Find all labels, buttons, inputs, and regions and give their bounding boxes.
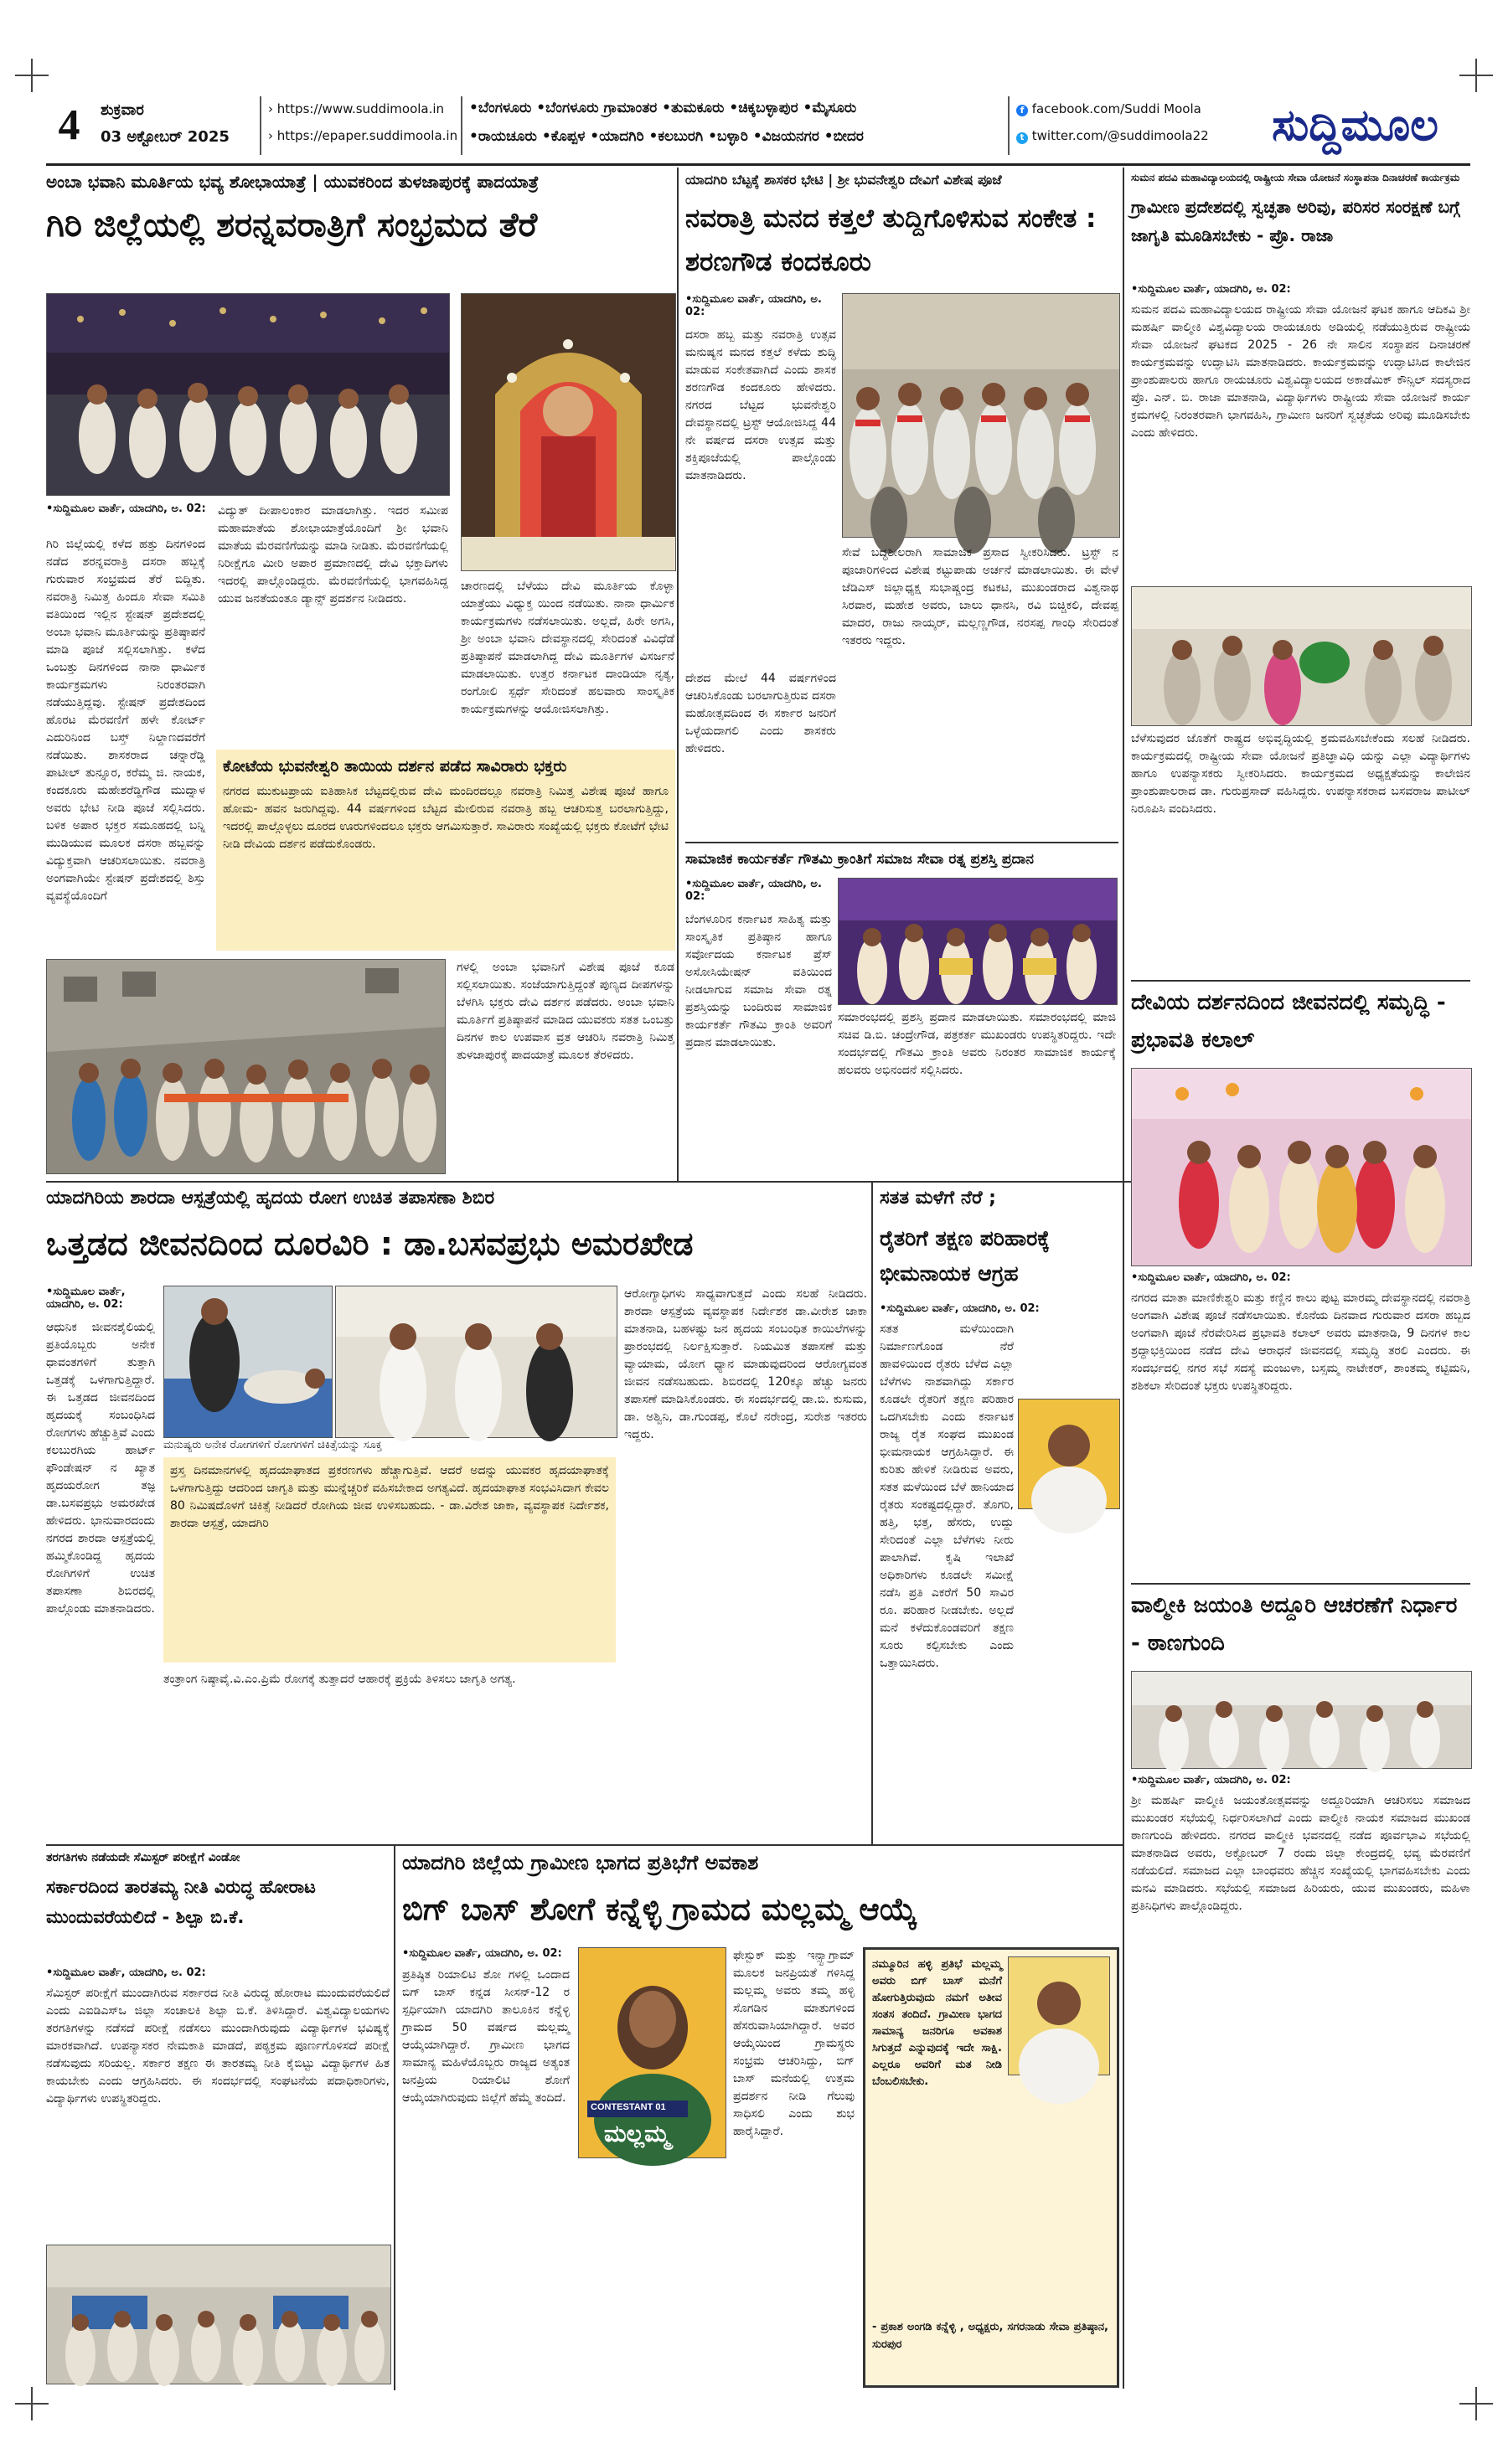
story6-kicker: ಯಾದಗಿರಿಯ ಶಾರದಾ ಆಸ್ಪತ್ರೆಯಲ್ಲಿ ಹೃದಯ ರೋಗ ಉಚಿತ ತಪಾಸಣಾ ಶಿಬಿರ	[46, 1188, 495, 1209]
story7-text: ಸತತ ಮಳೆಯಿಂದಾಗಿ ನಿರ್ಮಾಣಗೊಂಡ ನೆರೆ ಹಾವಳಿಯಿಂದ ರೈತರು ಬೆಳೆದ ಎಲ್ಲಾ ಬೆಳೆಗಳು ನಾಶವಾಗಿದ್ದು ಸರ್ಕಾರ ಕೂಡಲೇ ರೈತರಿಗೆ ತಕ್ಷಣ ಪರಿಹಾರ ಒದಗಿಸಬೇಕು ಎಂದು ಕರ್ನಾಟಕ ರಾಜ್ಯ ರೈತ ಸಂಘದ ಮುಖಂಡ ಭೀಮನಾಯಕ ಆಗ್ರಹಿಸಿದ್ದಾರೆ. ಈ ಕುರಿತು ಹೇಳಿಕೆ ನೀಡಿರುವ ಅವರು, ಸತತ ಮಳೆಯಿಂದ ಬೆಳೆ ಹಾನಿಯಾದ ರೈತರು ಸಂಕಷ್ಟದಲ್ಲಿದ್ದಾರೆ. ತೊಗರಿ, ಹತ್ತಿ, ಭತ್ತ, ಹೆಸರು, ಉದ್ದು ಸೇರಿದಂತೆ ಎಲ್ಲಾ ಬೆಳೆಗಳು ನೀರು ಪಾಲಾಗಿವೆ. ಕೃಷಿ ಇಲಾಖೆ ಅಧಿಕಾರಿಗಳು ಕೂಡಲೇ ಸಮೀಕ್ಷೆ ನಡೆಸಿ ಪ್ರತಿ ಎಕರೆಗೆ 50 ಸಾವಿರ ರೂ. ಪರಿಹಾರ ನೀಡಬೇಕು. ಅಲ್ಲದೆ ಮನೆ ಕಳೆದುಕೊಂಡವರಿಗೆ ತಕ್ಷಣ ಸೂರು ಕಲ್ಪಿಸಬೇಕು ಎಂದು ಒತ್ತಾಯಿಸಿದರು.	[880, 1322, 1014, 1670]
story8-byline: •ಸುದ್ದಿಮೂಲ ವಾರ್ತೆ, ಯಾದಗಿರಿ, ಅ. 02:	[1131, 1774, 1291, 1786]
story3-text1: ಸುಮನ ಪದವಿ ಮಹಾವಿದ್ಯಾಲಯದ ರಾಷ್ಟ್ರೀಯ ಸೇವಾ ಯೋಜನೆ ಘಟಕ ಹಾಗೂ ಆದಿಕವಿ ಶ್ರೀ ಮಹರ್ಷಿ ವಾಲ್ಮೀಕಿ ವಿಶ್ವವಿದ್ಯಾಲಯ ರಾಯಚೂರು ಅಡಿಯಲ್ಲಿ ನಡೆಯುತ್ತಿರುವ ರಾಷ್ಟ್ರೀಯ ಸೇವಾ ಯೋಜನೆ ಘಟಕದ 2025 - 26 ನೇ ಸಾಲಿನ ಸಂಸ್ಥಾಪನ ದಿನಾಚರಣೆ ಕಾರ್ಯಕ್ರಮವನ್ನು ಉದ್ಘಾಟಿಸಿ ಮಾತನಾಡಿದರು. ಕಾರ್ಯಕ್ರಮವನ್ನು ಉದ್ಘಾಟಿಸಿದ ಕಾಲೇಜಿನ ಪ್ರಾಂಶುಪಾಲರು ಹಾಗೂ ರಾಯಚೂರು ವಿಶ್ವವಿದ್ಯಾಲಯದ ಅಕಾಡೆಮಿಕ್ ಕೌನ್ಸಿಲ್ ಸದಸ್ಯರಾದ ಪ್ರೊ. ಎನ್. ಬಿ. ರಾಜಾ ಮಾತನಾಡಿ, ವಿದ್ಯಾರ್ಥಿಗಳು ರಾಷ್ಟ್ರೀಯ ಸೇವಾ ಯೋಜನೆ ಕಾರ್ಯ ಕ್ರಮಗಳಲ್ಲಿ ನಿರಂತರವಾಗಿ ಭಾಗವಹಿಸಿ, ಗ್ರಾಮೀಣ ಜನರಿಗೆ ಸ್ವಚ್ಛತೆಯ ಅರಿವು ಮೂಡಿಸಬೇಕು ಎಂದು ಹೇಳಿದರು.	[1131, 303, 1470, 440]
story2-kicker: ಯಾದಗಿರಿ ಬೆಟ್ಟಕ್ಕೆ ಶಾಸಕರ ಭೇಟಿ | ಶ್ರೀ ಭುವನೇಶ್ವರಿ ದೇವಿಗೆ ವಿಶೇಷ ಪೂಜೆ	[685, 172, 1002, 188]
story6-quote: ಪ್ರಸ್ತ ದಿನಮಾನಗಳಲ್ಲಿ ಹೃದಯಾಘಾತದ ಪ್ರಕರಣಗಳು ಹೆಚ್ಚಾಗುತ್ತಿವೆ. ಆದರೆ ಅದನ್ನು ಯುವಕರ ಹೃದಯಾಘಾತಕ್ಕೆ ಒಳಗಾಗುತ್ತಿದ್ದು ಆದರಿಂದ ಜಾಗೃತಿ ಮತ್ತು ಮುನ್ನೆಚ್ಚರಿಕೆ ವಹಿಸಬೇಕಾದ ಅಗತ್ಯವಿದೆ. ಹೃದಯಾಘಾತ ಸಂಭವಿಸಿದಾಗ ಕೇವಲ 80 ನಿಮಿಷದೊಳಗೆ ಚಿಕಿತ್ಸೆ ನೀಡಿದರೆ ರೋಗಿಯ ಜೀವ ಉಳಿಸಬಹುದು. - ಡಾ.ವಿರೇಶ ಜಾಕಾ, ವ್ಯವಸ್ಥಾಪಕ ನಿರ್ದೇಶಕ, ಶಾರದಾ ಆಸ್ಪತ್ರೆ, ಯಾದಗಿರಿ	[170, 1464, 609, 1530]
story1-col1: ಗಿರಿ ಜಿಲ್ಲೆಯಲ್ಲಿ ಕಳೆದ ಹತ್ತು ದಿನಗಳಿಂದ ನಡೆದ ಶರನ್ನವರಾತ್ರಿ ದಸರಾ ಹಬ್ಬಕ್ಕೆ ಗುರುವಾರ ಸಂಭ್ರಮದ ತೆರೆ ಬಿದ್ದಿತು. ನವರಾತ್ರಿ ನಿಮಿತ್ತ ಹಿಂದೂ ಸೇವಾ ಸಮಿತಿ ವತಿಯಿಂದ ಇಲ್ಲಿನ ಸ್ಟೇಷನ್ ಪ್ರದೇಶದಲ್ಲಿ ಅಂಬಾ ಭವಾನಿ ಮೂರ್ತಿಯನ್ನು ಪ್ರತಿಷ್ಠಾಪನೆ ಮಾಡಿ ಪೂಜೆ ಸಲ್ಲಿಸಲಾಗಿತ್ತು. ಕಳೆದ ಒಂಬತ್ತು ದಿನಗಳಿಂದ ನಾನಾ ಧಾರ್ಮಿಕ ಕಾರ್ಯಕ್ರಮಗಳು ನಿರಂತರವಾಗಿ ನಡೆಯುತ್ತಿದ್ದವು. ಸ್ಟೇಷನ್ ಪ್ರದೇಶದಿಂದ ಹೊರಟ ಮೆರವಣಿಗೆ ಹಳೇ ಕೋರ್ಟ್ ಎದುರಿನಿಂದ ಬಸ್ತ್ ನಿಲ್ದಾಣದವರೆಗೆ ನಡೆಯಿತು. ಶಾಸಕರಾದ ಚನ್ನಾರೆಡ್ಡಿ ಪಾಟೀಲ್ ತುನ್ನೂರ, ಕರೆಮ್ಮ ಜಿ. ನಾಯಕ, ಕಂದಕೂರು ಮಹೇಶರೆಡ್ಡಿಗೌಡ ಮುದ್ನಾಳ ಅವರು ಭೇಟಿ ನೀಡಿ ಪೂಜೆ ಸಲ್ಲಿಸಿದರು. ಬಳಿಕ ಅಪಾರ ಭಕ್ತರ ಸಮೂಹದಲ್ಲಿ ಬನ್ನಿ ಮುಡಿಯುವ ಮೂಲಕ ದಸರಾ ಹಬ್ಬವನ್ನು ವಿದ್ಯುಕ್ತವಾಗಿ ಆಚರಿಸಲಾಯಿತು. ನವರಾತ್ರಿ ಅಂಗವಾಗಿಯೇ ಸ್ಟೇಷನ್ ಪ್ರದೇಶದಲ್ಲಿ ಶಿಸ್ತು ವ್ಯವಸ್ಥೆಯೊಂದಿಗೆ	[46, 538, 205, 903]
story6-headline: ಒತ್ತಡದ ಜೀವನದಿಂದ ದೂರವಿರಿ : ಡಾ.ಬಸವಪ್ರಭು ಅಮರಖೇಡ	[46, 1225, 694, 1262]
story7-photo-portrait	[1018, 1399, 1120, 1509]
story2-text2: ಸೇವೆ ಬದ್ಧಶೀಲರಾಗಿ ಸಾಮಾಜಿಕ ಪ್ರಸಾದ ಸ್ವೀಕರಿಸಿದರು. ಟ್ರಸ್ಟ್ ನ ಪೂಜಾರಿಗಳಿಂದ ವಿಶೇಷ ಕಟ್ಟುಪಾಡು ಅರ್ಚನೆ ಮಾಡಲಾಯಿತು. ಈ ವೇಳೆ ಜೆಡಿಎಸ್ ಜಿಲ್ಲಾಧ್ಯಕ್ಷ ಸುಭಾಷ್ಚಂದ್ರ ಕಟಕಟಿ, ಮುಖಂಡರಾದ ವಿಶ್ವನಾಥ ಸಿರವಾರ, ಮಹೇಶ ಅವರು, ಬಾಲು ಧಾನಸಿ, ರವಿ ಬಿಚ್ಚಿಕಲಿ, ದೇವಪ್ಪ ಮಾದರ, ರಾಜು ನಾಯ್ಕರ್, ಮಲ್ಲಣ್ಣಗೌಡ, ನರಸಪ್ಪ ಗಾಂಧಿ ಸೇರಿದಂತೆ ಇತರರು ಇದ್ದರು.	[842, 546, 1118, 647]
story1-photo-procession	[46, 293, 450, 496]
story1-kicker: ಅಂಬಾ ಭವಾನಿ ಮೂರ್ತಿಯ ಭವ್ಯ ಶೋಭಾಯಾತ್ರೆ | ಯುವಕರಿಂದ ತುಳಜಾಪುರಕ್ಕೆ ಪಾದಯಾತ್ರೆ	[46, 172, 539, 192]
story6-text1: ಆಧುನಿಕ ಜೀವನಶೈಲಿಯಲ್ಲಿ ಪ್ರತಿಯೊಬ್ಬರು ಅನೇಕ ಧಾವಂತಗಳಿಗೆ ತುತ್ತಾಗಿ ಒತ್ತಡಕ್ಕೆ ಒಳಗಾಗುತ್ತಿದ್ದಾರೆ. ಈ ಒತ್ತಡದ ಜೀವನದಿಂದ ಹೃದಯಕ್ಕೆ ಸಂಬಂಧಿಸಿದ ರೋಗಗಳು ಹೆಚ್ಚುತ್ತಿವೆ ಎಂದು ಕಲಬುರಗಿಯ ಹಾರ್ಟ್ ಫೌಂಡೇಷನ್ ನ ಖ್ಯಾತ ಹೃದಯರೋಗ ತಜ್ಞ ಡಾ.ಬಸವಪ್ರಭು ಅಮರಖೇಡ ಹೇಳಿದರು. ಭಾನುವಾರದಂದು ನಗರದ ಶಾರದಾ ಆಸ್ಪತ್ರೆಯಲ್ಲಿ ಹಮ್ಮಿಕೊಂಡಿದ್ದ ಹೃದಯ ರೋಗಿಗಳಿಗೆ ಉಚಿತ ತಪಾಸಣಾ ಶಿಬಿರದಲ್ಲಿ ಪಾಲ್ಗೊಂಡು ಮಾತನಾಡಿದರು.	[46, 1321, 155, 1616]
twitter-link[interactable]	[1016, 128, 1209, 144]
story9-text: ಸೆಮಿಸ್ಟರ್ ಪರೀಕ್ಷೆಗೆ ಮುಂದಾಗಿರುವ ಸರ್ಕಾರದ ನೀತಿ ವಿರುದ್ಧ ಹೋರಾಟ ಮುಂದುವರೆಯಲಿದೆ ಎಂದು ಎಐಡಿಎಸ್ಒ ಜಿಲ್ಲಾ ಸಂಚಾಲಕಿ ಶಿಲ್ಪಾ ಬಿ.ಕೆ. ತಿಳಿಸಿದ್ದಾರೆ. ವಿಶ್ವವಿದ್ಯಾಲಯಗಳು ತರಗತಿಗಳನ್ನು ನಡೆಸದೆ ಪರೀಕ್ಷೆ ನಡೆಸಲು ಮುಂದಾಗಿರುವುದು ವಿದ್ಯಾರ್ಥಿಗಳ ಭವಿಷ್ಯಕ್ಕೆ ಮಾರಕವಾಗಿದೆ. ಉಪನ್ಯಾಸಕರ ನೇಮಕಾತಿ ಮಾಡದೆ, ಪಠ್ಯಕ್ರಮ ಪೂರ್ಣಗೊಳಿಸದೆ ಪರೀಕ್ಷೆ ನಡೆಸುವುದು ಸರಿಯಲ್ಲ. ಸರ್ಕಾರ ತಕ್ಷಣ ಈ ತಾರತಮ್ಯ ನೀತಿ ಕೈಬಿಟ್ಟು ವಿದ್ಯಾರ್ಥಿಗಳ ಹಿತ ಕಾಯಬೇಕು ಎಂದು ಆಗ್ರಹಿಸಿದರು. ಈ ಸಂದರ್ಭದಲ್ಲಿ ಸಂಘಟನೆಯ ಪದಾಧಿಕಾರಿಗಳು, ವಿದ್ಯಾರ್ಥಿಗಳು ಉಪಸ್ಥಿತರಿದ್ದರು.	[46, 1987, 390, 2106]
story6-caption: ಮನುಷ್ಯರು ಅನೇಕ ರೋಗಗಳಿಗೆ ರೋಗಗಳಿಗೆ ಚಿಕಿತ್ಸೆಯನ್ನು ಸೂಕ್ತ	[163, 1439, 382, 1451]
story1-photo-group	[46, 959, 446, 1174]
story1-sub-text: ನಗರದ ಮುಕುಟಪ್ರಾಯ ಐತಿಹಾಸಿಕ ಬೆಟ್ಟದಲ್ಲಿರುವ ದೇವಿ ಮಂದಿರದಲ್ಲೂ ನವರಾತ್ರಿ ನಿಮಿತ್ತ ವಿಶೇಷ ಪೂಜೆ ಹಾಗೂ ಹೋಮ- ಹವನ ಜರುಗಿದ್ದವು. 44 ವರ್ಷಗಳಿಂದ ಬೆಟ್ಟದ ಮೇಲಿರುವ ನವರಾತ್ರಿ ಹಬ್ಬ ಆಚರಿಸುತ್ತ ಬರಲಾಗುತ್ತಿದ್ದು, ಇದರಲ್ಲಿ ಪಾಲ್ಗೊಳ್ಳಲು ದೂರದ ಊರುಗಳಿಂದಲೂ ಭಕ್ತರು ಆಗಮಿಸುತ್ತಾರೆ. ಸಾವಿರಾರು ಸಂಖ್ಯೆಯಲ್ಲಿ ಭಕ್ತರು ಕೋಟೆಗೆ ಭೇಟಿ ನೀಡಿ ದೇವಿಯ ದರ್ಶನ ಪಡೆದುಕೊಂಡರು.	[223, 785, 669, 851]
story6-byline: •ಸುದ್ದಿಮೂಲ ವಾರ್ತೆ, ಯಾದಗಿರಿ, ಅ. 02:	[46, 1286, 126, 1311]
twitter-icon: t	[1016, 132, 1028, 144]
story6-photo-doctors	[335, 1286, 617, 1438]
facebook-handle[interactable]: facebook.com/Suddi Moola	[1031, 101, 1201, 116]
story5-photo-temple	[1131, 1068, 1472, 1266]
story4-text2: ಸಮಾರಂಭದಲ್ಲಿ ಪ್ರಶಸ್ತಿ ಪ್ರದಾನ ಮಾಡಲಾಯಿತು. ಸಮಾರಂಭದಲ್ಲಿ ಮಾಜಿ ಸಚಿವ ಡಿ.ಬಿ. ಚಂದ್ರೇಗೌಡ, ಪತ್ರಕರ್ತ ಮುಖಂಡರು ಉಪಸ್ಥಿತರಿದ್ದರು. ಇದೇ ಸಂದರ್ಭದಲ್ಲಿ ಗೌತಮಿ ಕ್ರಾಂತಿ ಅವರು ನಿರಂತರ ಸಾಮಾಜಿಕ ಕಾರ್ಯಕ್ಕೆ ಹಲವರು ಅಭಿನಂದನೆ ಸಲ್ಲಿಸಿದರು.	[838, 1011, 1116, 1077]
story10-kicker: ಯಾದಗಿರಿ ಜಿಲ್ಲೆಯ ಗ್ರಾಮೀಣ ಭಾಗದ ಪ್ರತಿಭೆಗೆ ಅವಕಾಶ	[402, 1851, 759, 1874]
date-label: 03 ಅಕ್ಟೋಬರ್ 2025	[101, 128, 230, 146]
story3-kicker: ಸುಮನ ಪದವಿ ಮಹಾವಿದ್ಯಾಲಯದಲ್ಲಿ ರಾಷ್ಟ್ರೀಯ ಸೇವಾ ಯೋಜನೆ ಸಂಸ್ಥಾಪನಾ ದಿನಾಚರಣೆ ಕಾರ್ಯಕ್ರಮ	[1131, 172, 1460, 183]
story3-text2: ಬೆಳೆಸುವುದರ ಜೊತೆಗೆ ರಾಷ್ಟ್ರದ ಅಭಿವೃದ್ಧಿಯಲ್ಲಿ ಶ್ರಮವಹಿಸಬೇಕೆಂದು ಸಲಹೆ ನೀಡಿದರು. ಕಾರ್ಯಕ್ರಮದಲ್ಲಿ ರಾಷ್ಟ್ರೀಯ ಸೇವಾ ಯೋಜನೆ ಪ್ರತಿಜ್ಞಾವಿಧಿ ಯನ್ನು ಎಲ್ಲಾ ವಿದ್ಯಾರ್ಥಿಗಳು ಹಾಗೂ ಉಪನ್ಯಾಸಕರು ಸ್ವೀಕರಿಸಿದರು. ಕಾರ್ಯಕ್ರಮದ ಅಧ್ಯಕ್ಷತೆಯನ್ನು ಕಾಲೇಜಿನ ಪ್ರಾಂಶುಪಾಲರಾದ ಡಾ. ಗುರುಪ್ರಸಾದ್ ವಹಿಸಿದ್ದರು. ಉಪನ್ಯಾಸಕರಾದ ಬಸವರಾಜ ಪಾಟೀಲ್ ನಿರೂಪಿಸಿ ವಂದಿಸಿದರು.	[1131, 732, 1470, 816]
story2-headline: ನವರಾತ್ರಿ ಮನದ ಕತ್ತಲೆ ತುದ್ದಿಗೊಳಿಸುವ ಸಂಕೇತ : ಶರಣಗೌಡ ಕಂದಕೂರು	[685, 204, 1097, 277]
story1-sub-headline: ಕೋಟೆಯ ಭುವನೇಶ್ವರಿ ತಾಯಿಯ ದರ್ಶನ ಪಡೆದ ಸಾವಿರಾರು ಭಕ್ತರು	[223, 757, 567, 776]
day-label: ಶುಕ್ರವಾರ	[101, 101, 144, 119]
story5-byline: •ಸುದ್ದಿಮೂಲ ವಾರ್ತೆ, ಯಾದಗಿರಿ, ಅ. 02:	[1131, 1271, 1291, 1284]
story4-byline: •ಸುದ್ದಿಮೂಲ ವಾರ್ತೆ, ಯಾದಗಿರಿ, ಅ. 02:	[685, 878, 822, 903]
story1-col4: ಗಳಲ್ಲಿ ಅಂಬಾ ಭವಾನಿಗೆ ವಿಶೇಷ ಪೂಜೆ ಕೂಡ ಸಲ್ಲಿಸಲಾಯಿತು. ಸಂಜೆಯಾಗುತ್ತಿದ್ದಂತೆ ಪುಣ್ಯದ ದೀಪಗಳನ್ನು ಬೆಳಗಿಸಿ ಭಕ್ತರು ದೇವಿ ದರ್ಶನ ಪಡೆದರು. ಅಂಬಾ ಭವಾನಿ ಮೂರ್ತಿಗೆ ಪ್ರತಿಷ್ಠಾಪನೆ ಮಾಡಿದ ಯುವಕರು ಸತತ ಒಂಬತ್ತು ದಿನಗಳ ಕಾಲ ಉಪವಾಸ ವ್ರತ ಆಚರಿಸಿ ನವರಾತ್ರಿ ನಿಮಿತ್ತ ತುಳಜಾಪುರಕ್ಕೆ ಪಾದಯಾತ್ರೆ ಮೂಲಕ ತೆರಳಿದರು.	[457, 961, 674, 1062]
story10-quote-author: - ಪ್ರಕಾಶ ಅಂಗಡಿ ಕನ್ನೆಳ್ಳಿ , ಅಧ್ಯಕ್ಷರು, ಸಗರನಾಡು ಸೇವಾ ಪ್ರತಿಷ್ಠಾನ, ಸುರಪುರ	[872, 2321, 1108, 2351]
story4-headline: ಸಾಮಾಜಿಕ ಕಾರ್ಯಕರ್ತೆ ಗೌತಮಿ ಕ್ರಾಂತಿಗೆ ಸಮಾಜ ಸೇವಾ ರತ್ನ ಪ್ರಶಸ್ತಿ ಪ್ರದಾನ	[685, 851, 1034, 868]
story6-quote-box	[163, 1457, 616, 1662]
story4-photo-award	[838, 878, 1118, 1005]
story7-byline: •ಸುದ್ದಿಮೂಲ ವಾರ್ತೆ, ಯಾದಗಿರಿ, ಅ. 02:	[880, 1302, 1040, 1315]
story10-byline: •ಸುದ್ದಿಮೂಲ ವಾರ್ತೆ, ಯಾದಗಿರಿ, ಅ. 02:	[402, 1947, 562, 1960]
story10-text1: ಪ್ರತಿಷ್ಠಿತ ರಿಯಾಲಿಟಿ ಶೋ ಗಳಲ್ಲಿ ಒಂದಾದ ಬಿಗ್ ಬಾಸ್ ಕನ್ನಡ ಸೀಸನ್-12 ರ ಸ್ಪರ್ಧಿಯಾಗಿ ಯಾದಗಿರಿ ತಾಲೂಕಿನ ಕನ್ನೆಳ್ಳಿ ಗ್ರಾಮದ 50 ವರ್ಷದ ಮಲ್ಲಮ್ಮ ಆಯ್ಕೆಯಾಗಿದ್ದಾರೆ. ಗ್ರಾಮೀಣ ಭಾಗದ ಸಾಮಾನ್ಯ ಮಹಿಳೆಯೊಬ್ಬರು ರಾಜ್ಯದ ಅತ್ಯಂತ ಜನಪ್ರಿಯ ರಿಯಾಲಿಟಿ ಶೋಗೆ ಆಯ್ಕೆಯಾಗಿರುವುದು ಜಿಲ್ಲೆಗೆ ಹೆಮ್ಮೆ ತಂದಿದೆ.	[402, 1968, 570, 2105]
story8-text: ಶ್ರೀ ಮಹರ್ಷಿ ವಾಲ್ಮೀಕಿ ಜಯಂತೋತ್ಸವವನ್ನು ಅದ್ದೂರಿಯಾಗಿ ಆಚರಿಸಲು ಸಮಾಜದ ಮುಖಂಡರ ಸಭೆಯಲ್ಲಿ ನಿರ್ಧರಿಸಲಾಗಿದೆ ಎಂದು ವಾಲ್ಮೀಕಿ ನಾಯಕ ಸಮಾಜದ ಮುಖಂಡ ಠಾಣಗುಂದಿ ಹೇಳಿದರು. ನಗರದ ವಾಲ್ಮೀಕಿ ಭವನದಲ್ಲಿ ನಡೆದ ಪೂರ್ವಭಾವಿ ಸಭೆಯಲ್ಲಿ ಮಾತನಾಡಿದ ಅವರು, ಅಕ್ಟೋಬರ್ 7 ರಂದು ಜಿಲ್ಲಾ ಕೇಂದ್ರದಲ್ಲಿ ಭವ್ಯ ಮೆರವಣಿಗೆ ನಡೆಯಲಿದೆ. ಸಮಾಜದ ಎಲ್ಲಾ ಬಾಂಧವರು ಹೆಚ್ಚಿನ ಸಂಖ್ಯೆಯಲ್ಲಿ ಭಾಗವಹಿಸಬೇಕು ಎಂದು ಮನವಿ ಮಾಡಿದರು. ಸಭೆಯಲ್ಲಿ ಸಮಾಜದ ಹಿರಿಯರು, ಯುವ ಮುಖಂಡರು, ಮಹಿಳಾ ಪ್ರತಿನಿಧಿಗಳು ಪಾಲ್ಗೊಂಡಿದ್ದರು.	[1131, 1794, 1470, 1913]
story10-quote-portrait	[1008, 1956, 1110, 2075]
story9-photo-students	[46, 2245, 391, 2384]
epaper-link[interactable]: › https://epaper.suddimoola.in	[268, 128, 458, 143]
logo	[1240, 96, 1470, 155]
story3-byline: •ಸುದ್ದಿಮೂಲ ವಾರ್ತೆ, ಯಾದಗಿರಿ, ಅ. 02:	[1131, 283, 1291, 296]
crop-mark	[1459, 2387, 1493, 2420]
poster-contestant-label: CONTESTANT 01	[591, 2102, 666, 2112]
story1-col2: ವಿದ್ಯುತ್ ದೀಪಾಲಂಕಾರ ಮಾಡಲಾಗಿತ್ತು. ಇದರ ಸಮೀಪ ಮಹಾಮಾತೆಯ ಶೋಭಾಯಾತ್ರೆಯೊಂದಿಗೆ ಶ್ರೀ ಭವಾನಿ ಮಾತೆಯ ಮೆರವಣಿಗೆಯನ್ನು ಮಾಡಿ ನೀಡಿತು. ಮೆರವಣಿಗೆಯಲ್ಲಿ ನಿರೀಕ್ಷೆಗೂ ಮೀರಿ ಅಪಾರ ಪ್ರಮಾಣದಲ್ಲಿ ದೇವಿ ಭಕ್ತಾದಿಗಳು ಇದರಲ್ಲಿ ಪಾಲ್ಗೊಂಡಿದ್ದರು. ಮೆರವಣಿಗೆಯಲ್ಲಿ ಭಾಗವಹಿಸಿದ್ದ ಯುವ ಜನತೆಯಂತೂ ಡ್ಯಾನ್ಸ್ ಪ್ರದರ್ಶನ ನೀಡಿದರು.	[218, 504, 448, 606]
story4-text1: ಬೆಂಗಳೂರಿನ ಕರ್ನಾಟಕ ಸಾಹಿತ್ಯ ಮತ್ತು ಸಾಂಸ್ಕೃತಿಕ ಪ್ರತಿಷ್ಠಾನ ಹಾಗೂ ಸರ್ವೋದಯ ಕರ್ನಾಟಕ ಪ್ರೆಸ್ ಅಸೋಸಿಯೇಷನ್ ವತಿಯಿಂದ ನೀಡಲಾಗುವ ಸಮಾಜ ಸೇವಾ ರತ್ನ ಪ್ರಶಸ್ತಿಯನ್ನು ಬಂದಿರುವ ಸಾಮಾಜಿಕ ಕಾರ್ಯಕರ್ತೆ ಗೌತಮಿ ಕ್ರಾಂತಿ ಅವರಿಗೆ ಪ್ರದಾನ ಮಾಡಲಾಯಿತು.	[685, 913, 832, 1049]
story2-text1: ದಸರಾ ಹಬ್ಬ ಮತ್ತು ನವರಾತ್ರಿ ಉತ್ಸವ ಮನುಷ್ಯನ ಮನದ ಕತ್ತಲೆ ಕಳೆದು ಶುದ್ಧಿ ಮಾಡುವ ಸಂಕೇತವಾಗಿದೆ ಎಂದು ಶಾಸಕ ಶರಣಗೌಡ ಕಂದಕೂರು ಹೇಳಿದರು. ನಗರದ ಬೆಟ್ಟದ ಭುವನೇಶ್ವರಿ ದೇವಸ್ಥಾನದಲ್ಲಿ ಟ್ರಸ್ಟ್ ಆಯೋಜಿಸಿದ್ದ 44 ನೇ ವರ್ಷದ ದಸರಾ ಉತ್ಸವ ಮತ್ತು ಶಕ್ತಿಪೂಜೆಯಲ್ಲಿ ಪಾಲ್ಗೊಂಡು ಮಾತನಾಡಿದರು.	[685, 328, 836, 482]
story9-byline: •ಸುದ್ದಿಮೂಲ ವಾರ್ತೆ, ಯಾದಗಿರಿ, ಅ. 02:	[46, 1967, 206, 1979]
story10-quote-box	[863, 1947, 1119, 2388]
story1-photo-goddess	[461, 293, 676, 571]
website-link[interactable]: › https://www.suddimoola.in	[268, 101, 445, 116]
story5-headline: ದೇವಿಯ ದರ್ಶನದಿಂದ ಜೀವನದಲ್ಲಿ ಸಮೃದ್ಧಿ - ಪ್ರಭಾವತಿ ಕಲಾಲ್	[1131, 990, 1446, 1053]
twitter-handle[interactable]: twitter.com/@suddimoola22	[1031, 128, 1209, 143]
crop-mark	[15, 2387, 49, 2420]
facebook-link[interactable]	[1016, 101, 1201, 116]
story3-headline: ಗ್ರಾಮೀಣ ಪ್ರದೇಶದಲ್ಲಿ ಸ್ವಚ್ಛತಾ ಅರಿವು, ಪರಿಸರ ಸಂರಕ್ಷಣೆ ಬಗ್ಗೆ ಜಾಗೃತಿ ಮೂಡಿಸಬೇಕು - ಪ್ರೊ. ರಾಜಾ	[1131, 197, 1460, 245]
story3-photo-ceremony	[1131, 586, 1472, 726]
story2-byline: •ಸುದ್ದಿಮೂಲ ವಾರ್ತೆ, ಯಾದಗಿರಿ, ಅ. 02:	[685, 293, 822, 318]
story10-quote-text: ನಮ್ಮೂರಿನ ಹಳ್ಳಿ ಪ್ರತಿಭೆ ಮಲ್ಲಮ್ಮ ಅವರು ಬಿಗ್ ಬಾಸ್ ಮನೆಗೆ ಹೋಗುತ್ತಿರುವುದು ನಮಗೆ ಅತೀವ ಸಂತಸ ತಂದಿದೆ. ಗ್ರಾಮೀಣ ಭಾಗದ ಸಾಮಾನ್ಯ ಜನರಿಗೂ ಅವಕಾಶ ಸಿಗುತ್ತದೆ ಎನ್ನುವುದಕ್ಕೆ ಇದೇ ಸಾಕ್ಷಿ. ಎಲ್ಲರೂ ಅವರಿಗೆ ಮತ ನೀಡಿ ಬೆಂಬಲಿಸಬೇಕು.	[872, 1958, 1002, 2088]
story2-text3: ದೇಶದ ಮೇಲೆ 44 ವರ್ಷಗಳಿಂದ ಆಚರಿಸಿಕೊಂಡು ಬರಲಾಗುತ್ತಿರುವ ದಸರಾ ಮಹೋತ್ಸವದಿಂದ ಈ ಸರ್ಕಾರ ಜನರಿಗೆ ಒಳ್ಳೆಯದಾಗಲಿ ಎಂದು ಶಾಸಕರು ಹೇಳಿದರು.	[685, 672, 836, 755]
facebook-icon: f	[1016, 105, 1028, 116]
page-number: 4	[58, 101, 80, 149]
story2-photo-group	[842, 293, 1120, 538]
story1-headline: ಗಿರಿ ಜಿಲ್ಲೆಯಲ್ಲಿ ಶರನ್ನವರಾತ್ರಿಗೆ ಸಂಭ್ರಮದ ತೆರೆ	[46, 206, 538, 245]
website-url[interactable]: https://www.suddimoola.in	[276, 101, 445, 116]
story8-photo-meeting	[1131, 1671, 1472, 1769]
story10-poster	[578, 1947, 726, 2158]
crop-mark	[15, 59, 49, 92]
poster-name: ಮಲ್ಲಮ್ಮ	[604, 2120, 670, 2147]
story1-byline: •ಸುದ್ದಿಮೂಲ ವಾರ್ತೆ, ಯಾದಗಿರಿ, ಅ. 02:	[46, 503, 206, 515]
story5-text: ನಗರದ ಮಾತಾ ಮಾಣಿಕೇಶ್ವರಿ ಮತ್ತು ಕಣ್ಣಿನ ಕಾಲು ಪುಟ್ಟ ಮಾರಮ್ಮ ದೇವಸ್ಥಾನದಲ್ಲಿ ನವರಾತ್ರಿ ಅಂಗವಾಗಿ ವಿಶೇಷ ಪೂಜೆ ನಡೆಸಲಾಯಿತು. ಕೊನೆಯ ದಿನವಾದ ಗುರುವಾರ ದಸರಾ ಹಬ್ಬದ ಅಂಗವಾಗಿ ಪೂಜೆ ನೆರವೇರಿಸಿದ ಪ್ರಭಾವತಿ ಕಲಾಲ್ ಅವರು ಮಾತನಾಡಿ, 9 ದಿನಗಳ ಕಾಲ ಶ್ರದ್ಧಾಭಕ್ತಿಯಿಂದ ನಡೆದ ದೇವಿ ಆರಾಧನೆ ಜೀವನದಲ್ಲಿ ಸಮೃದ್ಧಿ ತರಲಿ ಎಂದರು. ಈ ಸಂದರ್ಭದಲ್ಲಿ ನಗರ ಸಭೆ ಸದಸ್ಯೆ ಮಂಜುಳಾ, ಬಸ್ಸಮ್ಮ ನಾಟೇಕರ್, ಶಾಂತಮ್ಮ ಕಟ್ಟಿಮನಿ, ಶಶಿಕಲಾ ಸೇರಿದಂತೆ ಭಕ್ತರು ಉಪಸ್ಥಿತರಿದ್ದರು.	[1131, 1291, 1470, 1393]
story6-text3: ತಂತ್ರಾಂಗ ನಿಷ್ಠಾವೈ.ವಿ.ಎಂ.ಪ್ರಿಮೆ ರೋಗಕ್ಕೆ ತುತ್ತಾದರೆ ಆಹಾರಕ್ಕೆ ಪ್ರಕ್ರಿಯೆ ತಿಳಿಸಲು ಜಾಗೃತಿ ಅಗತ್ಯ.	[163, 1673, 516, 1686]
story6-photo-checkup	[163, 1286, 333, 1438]
masthead	[46, 96, 1470, 159]
story9-kicker: ತರಗತಿಗಳು ನಡೆಯದೇ ಸೆಮಿಸ್ಟರ್ ಪರೀಕ್ಷೆಗೆ ವಿಂಡೋ	[46, 1851, 240, 1864]
story1-sub-box	[216, 750, 675, 951]
story8-headline: ವಾಲ್ಮೀಕಿ ಜಯಂತಿ ಅದ್ದೂರಿ ಆಚರಣೆಗೆ ನಿರ್ಧಾರ - ಠಾಣಗುಂದಿ	[1131, 1593, 1458, 1656]
epaper-url[interactable]: https://epaper.suddimoola.in	[276, 128, 458, 143]
story7-kicker: ಸತತ ಮಳೆಗೆ ನೆರೆ ;	[880, 1188, 996, 1209]
story10-headline: ಬಿಗ್ ಬಾಸ್ ಶೋಗೆ ಕನ್ನೆಳ್ಳಿ ಗ್ರಾಮದ ಮಲ್ಲಮ್ಮ ಆಯ್ಕೆ	[402, 1891, 917, 1927]
story10-text2: ಫೇಸ್ಬುಕ್ ಮತ್ತು ಇನ್ಸ್ಟಾಗ್ರಾಮ್ ಮೂಲಕ ಜನಪ್ರಿಯತೆ ಗಳಿಸಿದ್ದ ಮಲ್ಲಮ್ಮ ಅವರು ತಮ್ಮ ಹಳ್ಳಿ ಸೊಗಡಿನ ಮಾತುಗಳಿಂದ ಹೆಸರುವಾಸಿಯಾಗಿದ್ದಾರೆ. ಅವರ ಆಯ್ಕೆಯಿಂದ ಗ್ರಾಮಸ್ಥರು ಸಂಭ್ರಮ ಆಚರಿಸಿದ್ದು, ಬಿಗ್ ಬಾಸ್ ಮನೆಯಲ್ಲಿ ಉತ್ತಮ ಪ್ರದರ್ಶನ ನೀಡಿ ಗೆಲುವು ಸಾಧಿಸಲಿ ಎಂದು ಶುಭ ಹಾರೈಸಿದ್ದಾರೆ.	[733, 1949, 855, 2138]
story9-headline: ಸರ್ಕಾರದಿಂದ ತಾರತಮ್ಯ ನೀತಿ ವಿರುದ್ಧ ಹೋರಾಟ ಮುಂದುವರೆಯಲಿದೆ - ಶಿಲ್ಪಾ ಬಿ.ಕೆ.	[46, 1877, 316, 1927]
story6-text2: ಆರೋಗ್ಯಾಧಿಗಳು ಸಾಧ್ಯವಾಗುತ್ತದೆ ಎಂದು ಸಲಹೆ ನೀಡಿದರು. ಶಾರದಾ ಆಸ್ಪತ್ರೆಯ ವ್ಯವಸ್ಥಾಪಕ ನಿರ್ದೇಶಕ ಡಾ.ವೀರೇಶ ಜಾಕಾ ಮಾತನಾಡಿ, ಬಹಳಷ್ಟು ಜನ ಹೃದಯ ಸಂಬಂಧಿತ ಕಾಯಿಲೆಗಳನ್ನು ಪ್ರಾರಂಭದಲ್ಲಿ ನಿರ್ಲಕ್ಷಿಸುತ್ತಾರೆ. ನಿಯಮಿತ ತಪಾಸಣೆ ಮತ್ತು ವ್ಯಾಯಾಮ, ಯೋಗ ಧ್ಯಾನ ಮಾಡುವುದರಿಂದ ಆರೋಗ್ಯವಂತ ಜೀವನ ನಡೆಸಬಹುದು. ಶಿಬಿರದಲ್ಲಿ 120ಕ್ಕೂ ಹೆಚ್ಚು ಜನರು ತಪಾಸಣೆ ಮಾಡಿಸಿಕೊಂಡರು. ಈ ಸಂದರ್ಭದಲ್ಲಿ ಡಾ.ಬಿ. ಕುಸುಮ, ಡಾ. ಅಶ್ವಿನಿ, ಡಾ.ಗುಂಡಪ್ಪ, ಕೊಲೆ ನರೇಂದ್ರ, ಸುರೇಶ ಇತರರು ಇದ್ದರು.	[624, 1287, 867, 1441]
cities-row-1: •ಬೆಂಗಳೂರು •ಬೆಂಗಳೂರು ಗ್ರಾಮಾಂತರ •ತುಮಕೂರು •ಚಿಕ್ಕಬಳ್ಳಾಪುರ •ಮೈಸೂರು	[469, 100, 857, 116]
crop-mark	[1459, 59, 1493, 92]
story7-headline: ರೈತರಿಗೆ ತಕ್ಷಣ ಪರಿಹಾರಕ್ಕೆ ಭೀಮನಾಯಕ ಆಗ್ರಹ	[880, 1226, 1050, 1286]
story1-col3: ಚಾರಣದಲ್ಲಿ ಬೆಳೆಯು ದೇವಿ ಮೂರ್ತಿಯ ಕೊಳ್ಳಾ ಯಾತ್ರೆಯು ವಿಧ್ಯುಕ್ತ ಯಿಂದ ನಡೆಯಿತು. ನಾನಾ ಧಾರ್ಮಿಕ ಕಾರ್ಯಕ್ರಮಗಳು ನಡೆಸಲಾಯಿತು. ಅಲ್ಲದೆ, ಹಿರೇ ಅಗಸಿ, ಶ್ರೀ ಅಂಬಾ ಭವಾನಿ ದೇವಸ್ಥಾನದಲ್ಲಿ ಸೇರಿದಂತೆ ವಿವಿಧೆಡೆ ಪ್ರತಿಷ್ಠಾಪನೆ ಮಾಡಲಾಗಿದ್ದ ದೇವಿ ಮೂರ್ತಿಗಳ ವಿಸರ್ಜನೆ ಮಾಡಲಾಯಿತು. ಉತ್ತರ ಕರ್ನಾಟಕ ದಾಂಡಿಯಾ ನೃತ್ಯ, ರಂಗೋಲಿ ಸ್ಪರ್ಧೆ ಸೇರಿದಂತೆ ಹಲವಾರು ಸಾಂಸ್ಕೃತಿಕ ಕಾರ್ಯಕ್ರಮಗಳನ್ನು ಆಯೋಜಿಸಲಾಗಿತ್ತು.	[461, 580, 674, 716]
cities-row-2: •ರಾಯಚೂರು •ಕೊಪ್ಪಳ •ಯಾದಗಿರಿ •ಕಲಬುರಗಿ •ಬಳ್ಳಾರಿ •ವಿಜಯನಗರ •ಬೀದರ	[469, 128, 864, 145]
logo-text: ಸುದ್ದಿಮೂಲ	[1272, 101, 1438, 151]
